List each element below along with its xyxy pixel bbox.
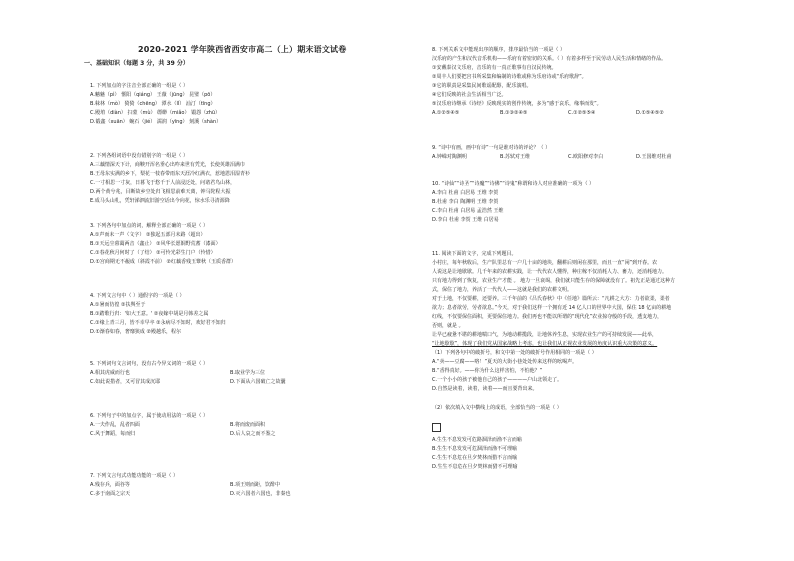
option: B.项王则而距，饮酢中 bbox=[230, 482, 281, 488]
option: B.王母东实满的乡下，梨花一枝春带雨东天涯冷红满衣，惹地恩泪湿青衫 bbox=[90, 171, 251, 177]
option: C.一寸相思一寸灰，日暮飞于悠千于人前浸泛处，问诸君鸟山林， bbox=[90, 180, 236, 186]
passage-line: 对于土地，不仅要耕，还要养。三千年前的《吕氏春秋》中《任地》篇所云：“凡耕之大方：力者欲柔，柔者 bbox=[432, 296, 670, 302]
option: C.如此说措者，又可冒其成沉耶 bbox=[90, 379, 161, 385]
question-3 bbox=[90, 222, 236, 267]
option: B.“香得真好。——你为什么这样害怕，不怕他？” bbox=[432, 368, 543, 374]
question-stem: 11. 阅读下面的文字，完成下列题目。 bbox=[432, 251, 517, 257]
right-column bbox=[432, 0, 732, 561]
option: B.杜甫 李白 陶渊明 王维 李贺 bbox=[432, 199, 499, 205]
passage-line: 人说这是让地歇歇。几千年来的农耕实践，让一代代农人懂得，种庄稼不仅消耗人力、畜力，还消耗地力。 bbox=[432, 269, 668, 275]
option: A.钟嵘对陶渊明 bbox=[432, 154, 467, 160]
option: D.李白 杜甫 李贺 王维 白居易 bbox=[432, 217, 499, 223]
option: A.①暑而彷徨 ②扶舆至于 bbox=[90, 302, 146, 308]
option: C.①②⑤⑤④ bbox=[568, 110, 596, 116]
option: C.生生不息危在旦夕焚林而猎不言而喻 bbox=[432, 455, 518, 461]
option: A.残存兵，面谷等 bbox=[90, 482, 130, 488]
option: D.①⑤④⑤② bbox=[636, 110, 664, 116]
question-11 bbox=[432, 250, 675, 472]
passage-line: 红线，不仅要保住面积，更要保住地力。我们再也不能以所谓的“现代化”农业掠夺般的手段，透支地力， bbox=[432, 314, 663, 320]
question-stem: 2. 下列各组词语中没有错别字的一组是（ ） bbox=[90, 153, 188, 159]
question-5 bbox=[90, 360, 378, 387]
option: B.将而废而面积 bbox=[230, 422, 266, 428]
option: D.两个黄兮兆，目断故乡空处归飞相思前难天离，钟马陀程大振 bbox=[90, 189, 231, 195]
question-stem: 3. 下列各句中加点的词，解释全部正确的一项是（ ） bbox=[90, 223, 208, 229]
option: C.①春花秋月何时了（了结） ②可怜光彩生门户（怜惜） bbox=[90, 250, 216, 256]
option: D.①宫商期无不赧成（斜霞不前） ②红藕香残玉簟秋（玉质香群） bbox=[90, 259, 236, 265]
question-stem: 7. 下列文言句式功能功能的一项是（ ） bbox=[90, 473, 178, 479]
section-heading: 一、基础知识（每题 3 分，共 39 分） bbox=[84, 60, 189, 67]
page-title: 2020-2021 学年陕西省西安市高二（上）期末语文试卷 bbox=[138, 45, 347, 54]
sub-question-1: （1）下列各句中的破折号，和文中第一处的破折号作用相同的一项是（ ） bbox=[432, 350, 597, 356]
question-9 bbox=[432, 144, 704, 162]
passage-line: ④它们反映的社会生活相当广泛。 bbox=[432, 92, 507, 98]
option: D.自然是读着，读着，读着——而且要背出来。 bbox=[432, 386, 538, 392]
option: B.①天远尘暮霭两音（鑫止） ②风华长愿铜野荒蓄（漆面） bbox=[90, 241, 221, 247]
option: D.生生不息危在旦夕焚林而猎不可理喻 bbox=[432, 464, 518, 470]
question-6 bbox=[90, 412, 378, 439]
question-stem: 8. 下列关系文中能现出序的顺序，排序最恰当的一项是（ ） bbox=[432, 47, 565, 53]
option: B.取业学为三位 bbox=[230, 370, 266, 376]
passage-line: ⑤汉乐府诗继承《诗经》反映现实的创作传统，多为“感于哀乐，缘事而发”。 bbox=[432, 101, 602, 107]
question-10 bbox=[432, 180, 594, 225]
passage-line: 小村庄，每年秋收后，生产队里总有一户几十亩的地块，翻耕后则闲在那里，而且一直“闲”到开春。农 bbox=[432, 260, 658, 266]
option: C.欧阳修对李白 bbox=[568, 154, 604, 160]
option: D.①渐春如春，奢靡狭成 ②殿越乐，程尔 bbox=[90, 329, 181, 335]
option: D.下面从六国破亡之故囊 bbox=[230, 379, 286, 385]
option: A.一夫作乱，乱者四面 bbox=[90, 422, 140, 428]
option: A.“卖——豆腐——咯！”夏天的大街小巷处处传来这样的吆喝声。 bbox=[432, 359, 578, 365]
option: C.①缘上青三月，皆不幸早卒 ②永病尽不知时，欢好君不知归 bbox=[90, 320, 226, 326]
question-stem: 1. 下列加点的字注音全部正确的一组是（ ） bbox=[90, 83, 188, 89]
passage-line: 只有地力得到了恢复，农业生产才能 。 地力一旦衰竭，我们就只能生存的保障就没有了。祖先正是通过这种方 bbox=[432, 278, 676, 284]
option: B.生生不息发发可危涸泽而渔不可理喻 bbox=[432, 446, 518, 452]
option: B.①踏歌行归：'如大王意。' ②夜嫁中胡是月韩差之属 bbox=[90, 311, 209, 317]
option: C.一个小小的孩子被他自己的孩子————户山北领走了。 bbox=[432, 377, 563, 383]
option: A.生生不息发发可危路涸泽而渔不言而喻 bbox=[432, 437, 522, 443]
option: E.成马头山札，凭轩涕泗流旧游空话出今向花，惊水乐寻清源降 bbox=[90, 198, 230, 204]
passage-line: 式，保住了地力，养活了一代代人——这就是我们的农耕文明。 bbox=[432, 287, 573, 293]
passage-line: ③它的职责是采集民间歌谣配醇，配乐演唱。 bbox=[432, 83, 532, 89]
question-stem: 10. “诗仙”“诗圣”“诗魔”“诗佛”“诗鬼”称谓和诗人对应准确的一项为（ ） bbox=[432, 181, 595, 187]
passage-line: 否则，就是 。 bbox=[432, 323, 464, 329]
option: A.魑魅（pì） 惬阳（qiáng） 王薇（jūnɡ） 昆璧（pō） bbox=[90, 92, 216, 98]
question-4 bbox=[90, 292, 226, 337]
option: B.秣林（mò） 猗猗（chēng） 潭水（lǐ） 汕汀（tīng） bbox=[90, 101, 216, 107]
option: D.王国维对杜甫 bbox=[636, 154, 672, 160]
option: D.后人哀之而不鉴之 bbox=[230, 431, 276, 437]
option: C.多于南面之宗天 bbox=[90, 491, 131, 497]
question-8 bbox=[432, 46, 704, 118]
passage-line: ②周丰人们要把宫书所采集和编制的诗歌或称为乐府诗或“乐府歌辞”。 bbox=[432, 74, 587, 80]
option: D.锻鑫（xuān） 蜿石（jié） 濡润（yīng） 刻溪（shàn） bbox=[90, 119, 222, 125]
sub-question-2: （2）依次填入文中横线上的成语，全部恰当的一项是（ ） bbox=[432, 405, 562, 411]
option: B.苏轼对王维 bbox=[500, 154, 531, 160]
question-stem: 4. 下列文言句中（ ）通假字的一项是（ ） bbox=[90, 293, 185, 299]
option: A.相其虎威而行也 bbox=[90, 370, 130, 376]
passage-line: 欲力；息者欲劳，劳者欲息。”今天，对于我们这样一个拥有近 14 亿人口的世界中大国，保住 18 亿亩的耕地 bbox=[432, 305, 672, 311]
question-2 bbox=[90, 152, 250, 206]
underlined-sentence: “让地歇歇”，体现了我们党从国家战略上考虑，也让我们从正视农业发展的角度认识重大决策的意义。 bbox=[432, 341, 658, 347]
option: A.①②⑤④⑤ bbox=[432, 110, 460, 116]
question-1 bbox=[90, 82, 221, 127]
option: A.①声而未一声（文字） ②独起五部月未路（超出） bbox=[90, 232, 206, 238]
option: C.李白 杜甫 白居易 孟浩然 王维 bbox=[432, 208, 504, 214]
option: C.殿堉（diàn） 扫蒙（mù） 缥缈（miǎo） 锻怨（zhū） bbox=[90, 110, 221, 116]
left-column bbox=[78, 0, 378, 561]
question-7 bbox=[90, 472, 378, 499]
option: C.风于舞蹈，每而归 bbox=[90, 431, 136, 437]
passage-line: 汉乐府的产生和汉代音乐机构——乐府有着密切的关系。（ ）有着多样至于民劳动人民生活和情绪的作品。 bbox=[432, 56, 667, 62]
option: A.李白 杜甫 白居易 王维 李贺 bbox=[432, 190, 499, 196]
question-stem: 9. “诗中有画，画中有诗”一句是谁对诗的评论？（ ） bbox=[432, 145, 551, 151]
question-stem: 6. 下列句子中的加点字，属于使动用法的一项是（ ） bbox=[90, 413, 208, 419]
passage-line: ①安戴泰汉文乐府，音乐的有一真正歌事有自汉民传统。 bbox=[432, 65, 557, 71]
answer-box[interactable] bbox=[432, 423, 441, 432]
option: A.三藕情深天下计，商鞅开浑名垂心出咋来世有凭光，长使英雄泪满巾 bbox=[90, 162, 245, 168]
question-stem: 5. 下列词句文言词句，没有古今异义词的一项是（ ） bbox=[90, 361, 208, 367]
passage-line: 让早已疲惫不堪的耕地喘口气，为地动耕揽段，让地休养生息，实现农业生产的可持续发展——此举， bbox=[432, 332, 658, 338]
option: B.①③②④⑤ bbox=[500, 110, 528, 116]
option: D.灭六国者六国也，非秦也 bbox=[230, 491, 291, 497]
